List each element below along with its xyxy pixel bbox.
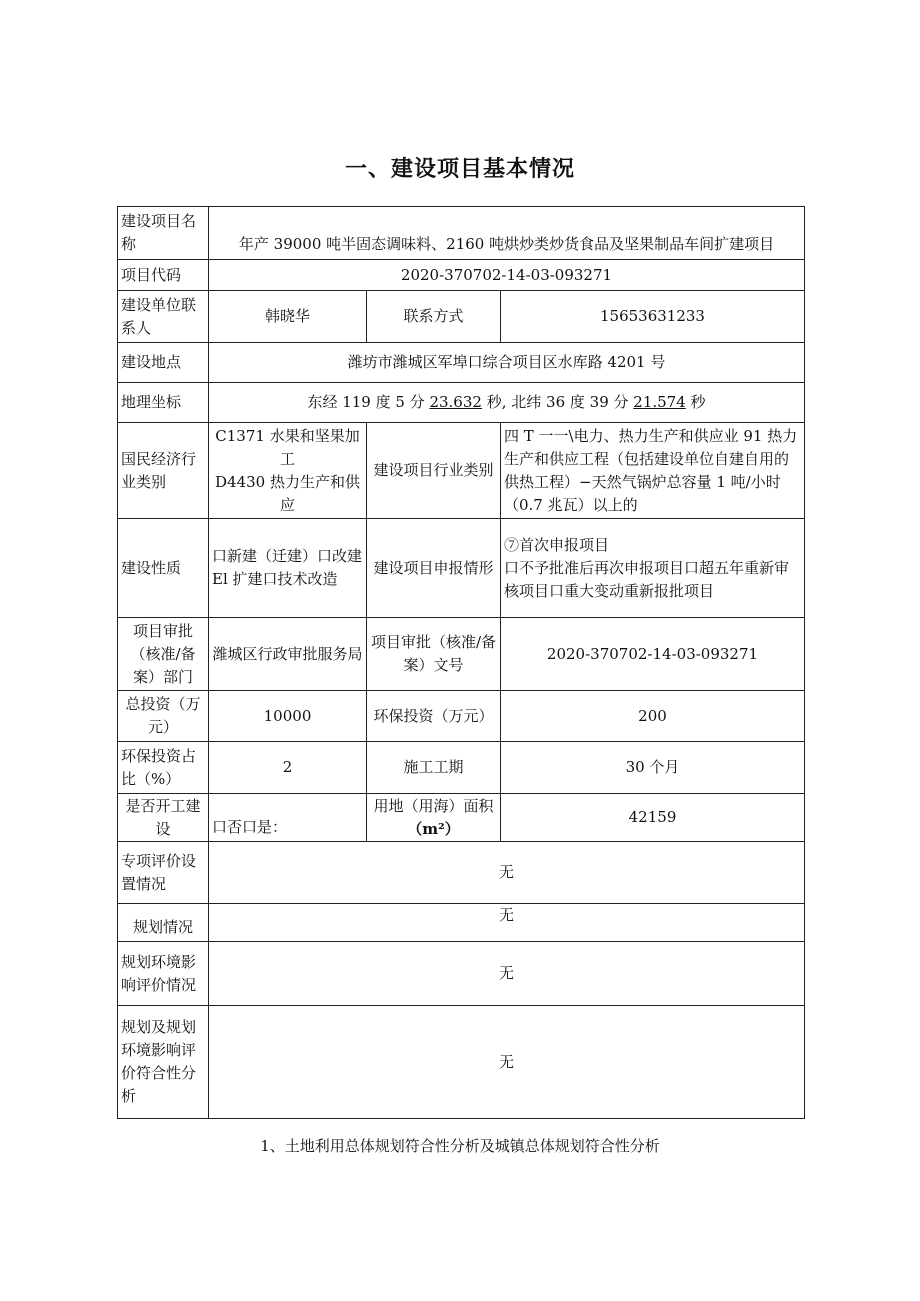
- label-construction-period: 施工工期: [367, 742, 501, 794]
- row-project-code: [118, 260, 805, 291]
- coords-lat-seconds: 21.574: [633, 393, 686, 411]
- label-env-ratio: 环保投资占比（%）: [118, 742, 209, 794]
- row-coords: [118, 383, 805, 423]
- value-land-area: 42159: [501, 794, 805, 842]
- value-env-investment: 200: [501, 691, 805, 742]
- label-total-investment: 总投资（万元）: [118, 691, 209, 742]
- row-approval: [118, 618, 805, 691]
- row-ratio: [118, 742, 805, 794]
- label-location: 建设地点: [118, 343, 209, 383]
- label-env-investment: 环保投资（万元）: [367, 691, 501, 742]
- value-planning: 无: [209, 904, 805, 942]
- nature-line-2: El 扩建口技术改造: [212, 570, 338, 588]
- value-contact-method: 15653631233: [501, 291, 805, 343]
- land-area-label-line-1: 用地（用海）面积: [373, 796, 494, 815]
- page-title: 一、建设项目基本情况: [344, 157, 575, 182]
- coords-suffix: 秒: [685, 393, 706, 411]
- label-conformity: 规划及规划环境影响评价符合性分析: [118, 1006, 209, 1119]
- row-project-name: [118, 207, 805, 260]
- coords-mid: 秒, 北纬 36 度 39 分: [481, 393, 634, 411]
- coords-prefix: 东经 119 度 5 分: [307, 393, 430, 411]
- label-project-code: 项目代码: [118, 260, 209, 291]
- label-contact-method: 联系方式: [367, 291, 501, 343]
- label-approval-dept: 项目审批（核准/备案）部门: [118, 618, 209, 691]
- value-nature: [209, 519, 367, 618]
- label-declaration: 建设项目申报情形: [367, 519, 501, 618]
- value-coords: [209, 383, 805, 423]
- value-declaration: [501, 519, 805, 618]
- value-project-name: 年产 39000 吨半固态调味料、2160 吨烘炒类炒货食品及坚果制品车间扩建项目: [209, 207, 805, 260]
- nature-line-1: 口新建（迁建）口改建: [212, 547, 363, 565]
- value-project-code: 2020-370702-14-03-093271: [209, 260, 805, 291]
- value-started: 口否口是：: [209, 794, 367, 842]
- row-nature: [118, 519, 805, 618]
- value-total-investment: 10000: [209, 691, 367, 742]
- project-info-table: [117, 206, 805, 1119]
- declaration-line-1: ⑦首次申报项目: [504, 535, 610, 554]
- row-contact: [118, 291, 805, 343]
- row-industry: [118, 423, 805, 519]
- value-conformity: 无: [209, 1006, 805, 1119]
- declaration-line-2: 口不予批准后再次申报项目口超五年重新审核项目口重大变动重新报批项目: [504, 558, 790, 600]
- label-project-industry: 建设项目行业类别: [367, 423, 501, 519]
- value-contact: 韩晓华: [209, 291, 367, 343]
- value-special-eval: 无: [209, 842, 805, 904]
- label-special-eval: 专项评价设置情况: [118, 842, 209, 904]
- industry-code-2: D4430 热力生产和供应: [215, 472, 360, 514]
- label-contact: 建设单位联系人: [118, 291, 209, 343]
- value-plan-env: 无: [209, 942, 805, 1006]
- label-land-area: [367, 794, 501, 842]
- section-heading-land-use: 1、土地利用总体规划符合性分析及城镇总体规划符合性分析: [260, 1137, 660, 1155]
- value-env-ratio: 2: [209, 742, 367, 794]
- industry-code-1: C1371 水果和坚果加工: [215, 426, 360, 468]
- row-special: [118, 842, 805, 904]
- value-approval-no: 2020-370702-14-03-093271: [501, 618, 805, 691]
- label-planning: 规划情况: [118, 904, 209, 942]
- row-started: [118, 794, 805, 842]
- value-location: 潍坊市潍城区军埠口综合项目区水库路 4201 号: [209, 343, 805, 383]
- value-approval-dept: 潍城区行政审批服务局: [209, 618, 367, 691]
- row-investment: [118, 691, 805, 742]
- label-nature: 建设性质: [118, 519, 209, 618]
- label-approval-no: 项目审批（核准/备案）文号: [367, 618, 501, 691]
- label-plan-env: 规划环境影响评价情况: [118, 942, 209, 1006]
- row-planning: [118, 904, 805, 942]
- value-project-industry: 四 T 一一\电力、热力生产和供应业 91 热力生产和供应工程（包括建设单位自建自用的供热工程）−天然气锅炉总容量 1 吨/小时（0.7 兆瓦）以上的: [501, 423, 805, 519]
- label-started: 是否开工建设: [118, 794, 209, 842]
- label-project-name: 建设项目名称: [118, 207, 209, 260]
- value-construction-period: 30 个月: [501, 742, 805, 794]
- coords-lon-seconds: 23.632: [429, 393, 482, 411]
- value-industry: [209, 423, 367, 519]
- row-plan-env: [118, 942, 805, 1006]
- land-area-label-line-2: （m²）: [407, 819, 460, 838]
- label-coords: 地理坐标: [118, 383, 209, 423]
- row-conformity: [118, 1006, 805, 1119]
- label-industry: 国民经济行业类别: [118, 423, 209, 519]
- row-location: [118, 343, 805, 383]
